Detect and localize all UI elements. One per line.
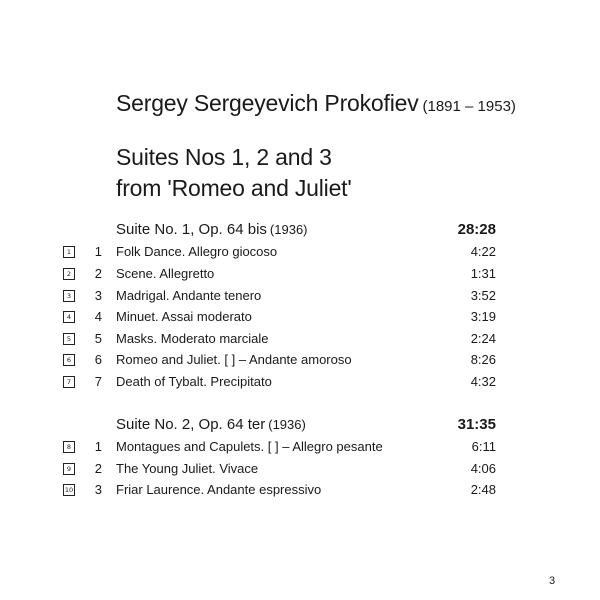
movement-number: 6: [94, 352, 102, 367]
track-title: Romeo and Juliet. [ ] – Andante amoroso: [116, 352, 352, 367]
movement-number: 7: [94, 374, 102, 389]
track-duration: 3:52: [470, 288, 496, 303]
track-duration: 3:19: [470, 309, 496, 324]
track-title: Minuet. Assai moderato: [116, 309, 252, 324]
movement-number: 3: [94, 288, 102, 303]
track-duration: 4:32: [470, 374, 496, 389]
movement-number: 1: [94, 244, 102, 259]
track-duration: 4:22: [470, 244, 496, 259]
cd-track-number: 8: [63, 441, 75, 453]
track-duration: 4:06: [470, 461, 496, 476]
track-row: [0, 439, 600, 459]
suite-year: (1936): [268, 417, 306, 432]
suite-title: Suite No. 2, Op. 64 ter (1936): [116, 416, 306, 433]
movement-number: 5: [94, 331, 102, 346]
composer-heading: [116, 90, 516, 117]
suite-year: (1936): [269, 222, 308, 237]
track-row: [0, 331, 600, 351]
track-duration: 6:11: [471, 439, 496, 454]
track-title: The Young Juliet. Vivace: [116, 461, 259, 476]
track-title: Montagues and Capulets. [ ] – Allegro pesante: [116, 439, 383, 454]
track-row: [0, 244, 600, 264]
track-row: [0, 352, 600, 372]
track-row: [0, 374, 600, 394]
suite-title: Suite No. 1, Op. 64 bis (1936): [116, 221, 308, 238]
work-title-line-2: from 'Romeo and Juliet': [116, 175, 352, 201]
track-title: Madrigal. Andante tenero: [116, 288, 262, 303]
track-duration: 2:24: [470, 331, 496, 346]
movement-number: 2: [94, 461, 102, 476]
track-title: Masks. Moderato marciale: [116, 331, 269, 346]
work-title-line-1: Suites Nos 1, 2 and 3: [116, 144, 332, 170]
suite-total-duration: 28:28: [457, 221, 496, 238]
track-duration: 8:26: [470, 352, 496, 367]
suite-1-header: [116, 221, 496, 243]
track-row: [0, 266, 600, 286]
composer-name: Sergey Sergeyevich Prokofiev: [116, 90, 419, 116]
cd-track-number: 7: [63, 376, 75, 388]
cd-track-number: 6: [63, 354, 75, 366]
track-duration: 2:48: [470, 482, 496, 497]
cd-track-number: 3: [63, 290, 75, 302]
movement-number: 3: [94, 482, 102, 497]
cd-track-number: 1: [63, 246, 75, 258]
track-title: Death of Tybalt. Precipitato: [116, 374, 272, 389]
cd-track-number: 10: [64, 486, 74, 494]
track-row: [0, 482, 600, 502]
movement-number: 4: [94, 309, 102, 324]
track-row: [0, 288, 600, 308]
track-duration: 1:31: [470, 266, 496, 281]
composer-dates: (1891 – 1953): [422, 98, 516, 115]
track-row: [0, 309, 600, 329]
cd-track-number: 9: [63, 463, 75, 475]
cd-track-number: 2: [63, 268, 75, 280]
work-title: [116, 142, 352, 204]
track-row: [0, 461, 600, 481]
suite-2-header: [116, 416, 496, 438]
track-title: Friar Laurence. Andante espressivo: [116, 482, 322, 497]
movement-number: 2: [94, 266, 102, 281]
movement-number: 1: [94, 439, 102, 454]
cd-track-number: 4: [63, 311, 75, 323]
track-title: Folk Dance. Allegro giocoso: [116, 244, 278, 259]
cd-track-number: 5: [63, 333, 75, 345]
suite-total-duration: 31:35: [457, 416, 496, 433]
track-title: Scene. Allegretto: [116, 266, 215, 281]
page-number: 3: [549, 575, 556, 587]
